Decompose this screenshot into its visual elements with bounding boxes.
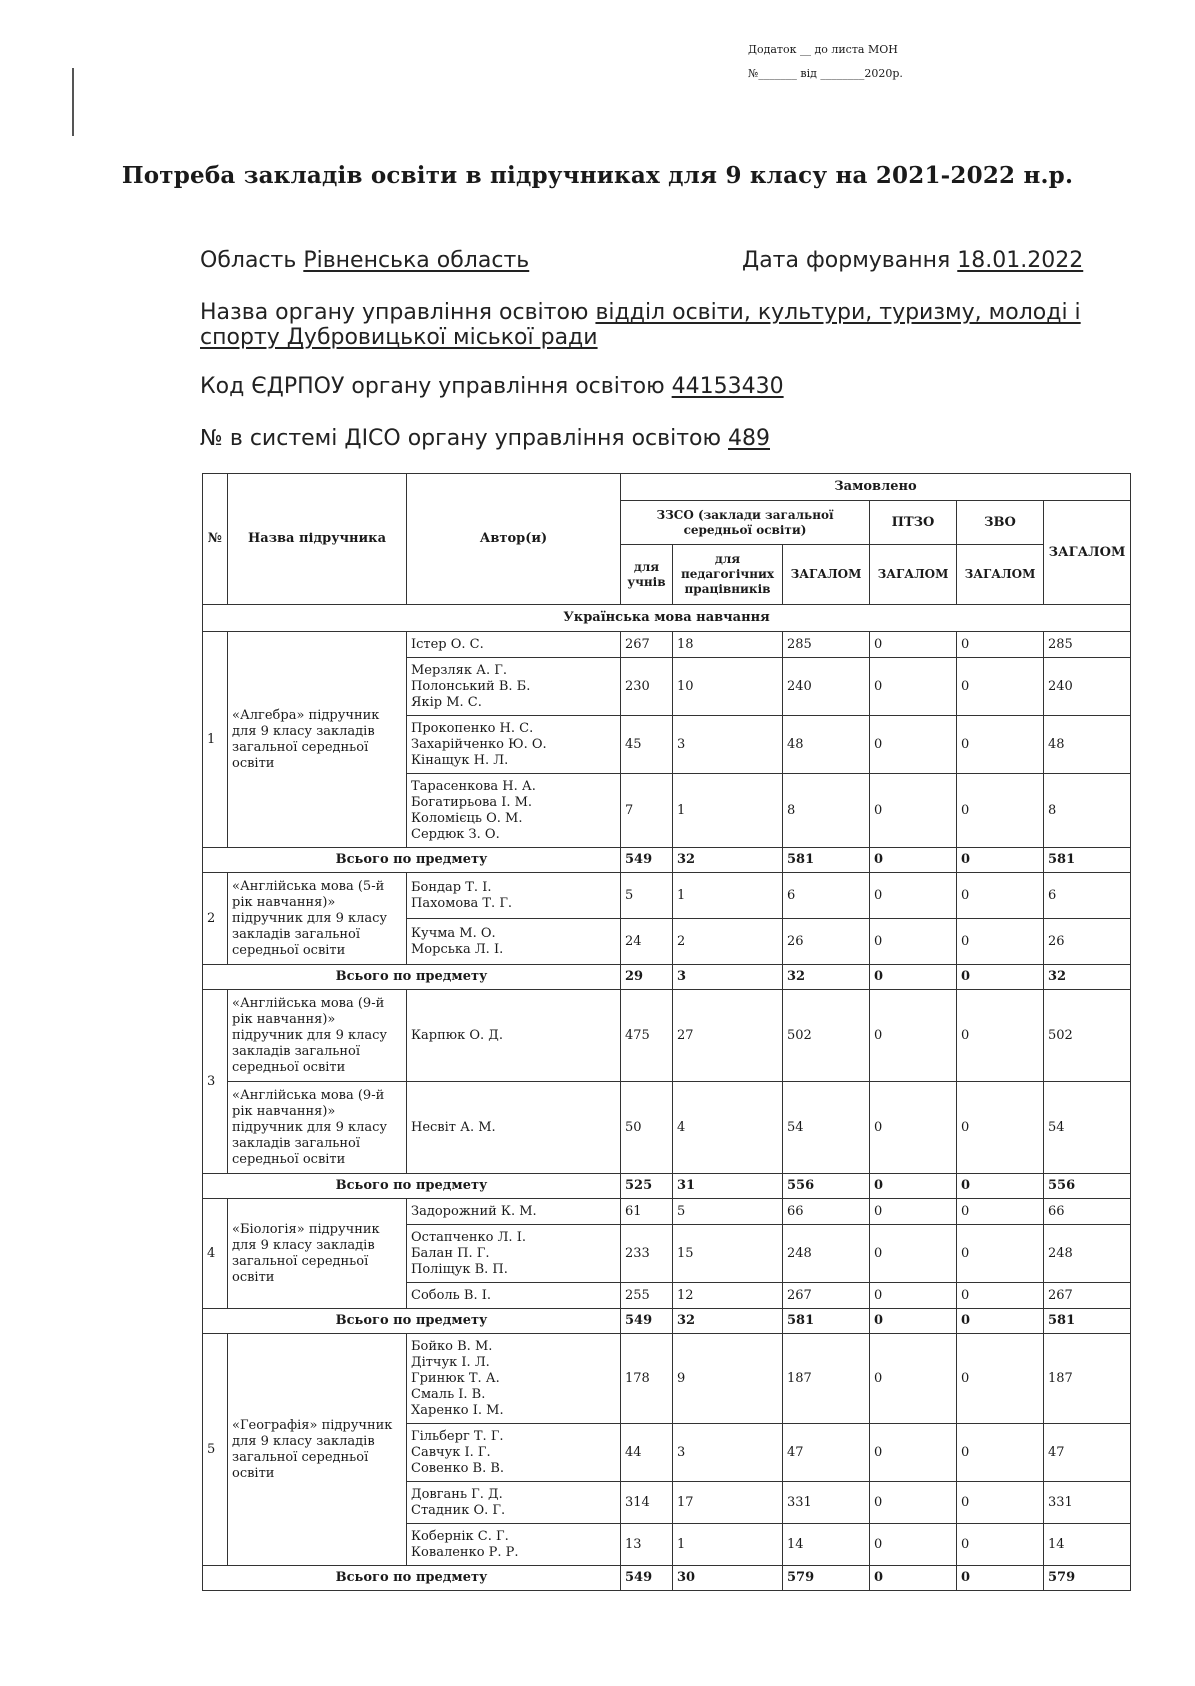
value-cell: 3 <box>673 1424 783 1482</box>
value-cell: 1 <box>673 1524 783 1566</box>
total-value-cell: 581 <box>783 1309 870 1334</box>
subject-total-row <box>203 848 1131 873</box>
total-value-cell: 549 <box>621 1309 673 1334</box>
value-cell: 502 <box>1044 990 1131 1082</box>
table-row <box>203 990 1131 1082</box>
textbook-name: «Географія» підручник для 9 класу закладів загальної середньої освіти <box>228 1334 407 1566</box>
textbook-name: «Біологія» підручник для 9 класу закладів загальної середньої освіти <box>228 1199 407 1309</box>
grand-total-header: ЗАГАЛОМ <box>1044 501 1131 605</box>
value-cell: 240 <box>783 658 870 716</box>
total-value-cell: 0 <box>957 848 1044 873</box>
value-cell: 6 <box>783 873 870 919</box>
value-cell: 0 <box>870 1334 957 1424</box>
col-name-header: Назва підручника <box>228 474 407 605</box>
authors-cell: Довгань Г. Д. Стадник О. Г. <box>407 1482 621 1524</box>
appendix-note <box>748 38 903 86</box>
authors-cell: Гільберг Т. Г. Савчук І. Г. Совенко В. В. <box>407 1424 621 1482</box>
total-value-cell: 556 <box>1044 1174 1131 1199</box>
authors-cell: Остапченко Л. І. Балан П. Г. Поліщук В. П. <box>407 1225 621 1283</box>
value-cell: 0 <box>957 1424 1044 1482</box>
value-cell: 187 <box>783 1334 870 1424</box>
value-cell: 66 <box>783 1199 870 1225</box>
table-row <box>203 873 1131 919</box>
total-value-cell: 579 <box>783 1566 870 1591</box>
value-cell: 0 <box>957 1225 1044 1283</box>
textbook-name: «Англійська мова (5-й рік навчання)» підручник для 9 класу закладів загальної середньої освіти <box>228 873 407 965</box>
authors-cell: Істер О. С. <box>407 632 621 658</box>
zvo-total-header: ЗАГАЛОМ <box>957 545 1044 605</box>
authors-cell: Карпюк О. Д. <box>407 990 621 1082</box>
value-cell: 47 <box>783 1424 870 1482</box>
edrpou-value: 44153430 <box>671 374 784 399</box>
value-cell: 26 <box>1044 919 1131 965</box>
total-value-cell: 31 <box>673 1174 783 1199</box>
value-cell: 331 <box>783 1482 870 1524</box>
value-cell: 0 <box>957 919 1044 965</box>
region-label: Область <box>200 248 297 273</box>
edrpou-label: Код ЄДРПОУ органу управління освітою <box>200 374 665 399</box>
authors-cell: Кучма М. О. Морська Л. І. <box>407 919 621 965</box>
value-cell: 255 <box>621 1283 673 1309</box>
language-section-row: Українська мова навчання <box>203 605 1131 632</box>
total-value-cell: 32 <box>673 1309 783 1334</box>
value-cell: 230 <box>621 658 673 716</box>
total-value-cell: 32 <box>1044 965 1131 990</box>
value-cell: 0 <box>957 632 1044 658</box>
value-cell: 0 <box>870 774 957 848</box>
subject-total-label: Всього по предмету <box>203 1174 621 1199</box>
value-cell: 1 <box>673 774 783 848</box>
zzso-total-header: ЗАГАЛОМ <box>783 545 870 605</box>
value-cell: 66 <box>1044 1199 1131 1225</box>
subject-total-label: Всього по предмету <box>203 1566 621 1591</box>
total-value-cell: 581 <box>783 848 870 873</box>
diso-line <box>200 426 770 451</box>
value-cell: 233 <box>621 1225 673 1283</box>
value-cell: 0 <box>870 919 957 965</box>
region-value: Рівненська область <box>303 248 530 273</box>
value-cell: 50 <box>621 1082 673 1174</box>
edrpou-line <box>200 374 784 399</box>
value-cell: 54 <box>783 1082 870 1174</box>
date-value: 18.01.2022 <box>957 248 1084 273</box>
value-cell: 0 <box>870 1225 957 1283</box>
total-value-cell: 29 <box>621 965 673 990</box>
subject-total-label: Всього по предмету <box>203 1309 621 1334</box>
authors-cell: Бойко В. М. Дітчук І. Л. Гринюк Т. А. Смаль І. В. Харенко І. М. <box>407 1334 621 1424</box>
subject-number: 5 <box>203 1334 228 1566</box>
value-cell: 47 <box>1044 1424 1131 1482</box>
value-cell: 0 <box>957 1082 1044 1174</box>
total-value-cell: 549 <box>621 1566 673 1591</box>
value-cell: 9 <box>673 1334 783 1424</box>
subject-total-row <box>203 1174 1131 1199</box>
authors-cell: Задорожний К. М. <box>407 1199 621 1225</box>
value-cell: 248 <box>1044 1225 1131 1283</box>
subject-total-label: Всього по предмету <box>203 848 621 873</box>
value-cell: 0 <box>957 990 1044 1082</box>
ptzo-header: ПТЗО <box>870 501 957 545</box>
authority-label: Назва органу управління освітою <box>200 300 589 325</box>
table-row <box>203 1199 1131 1225</box>
subject-number: 4 <box>203 1199 228 1309</box>
col-num-header: № <box>203 474 228 605</box>
value-cell: 178 <box>621 1334 673 1424</box>
total-value-cell: 32 <box>783 965 870 990</box>
value-cell: 17 <box>673 1482 783 1524</box>
total-value-cell: 32 <box>673 848 783 873</box>
textbook-name: «Алгебра» підручник для 9 класу закладів загальної середньої освіти <box>228 632 407 848</box>
appendix-line-2: №_______ від ________2020р. <box>748 67 903 80</box>
zvo-header: ЗВО <box>957 501 1044 545</box>
scan-mark <box>72 68 74 136</box>
total-value-cell: 0 <box>957 1174 1044 1199</box>
value-cell: 0 <box>870 1482 957 1524</box>
value-cell: 48 <box>1044 716 1131 774</box>
value-cell: 3 <box>673 716 783 774</box>
total-value-cell: 581 <box>1044 848 1131 873</box>
value-cell: 7 <box>621 774 673 848</box>
value-cell: 26 <box>783 919 870 965</box>
value-cell: 13 <box>621 1524 673 1566</box>
subject-number: 3 <box>203 990 228 1174</box>
value-cell: 45 <box>621 716 673 774</box>
value-cell: 0 <box>870 632 957 658</box>
authors-cell: Кобернік С. Г. Коваленко Р. Р. <box>407 1524 621 1566</box>
value-cell: 0 <box>870 1082 957 1174</box>
total-value-cell: 549 <box>621 848 673 873</box>
value-cell: 240 <box>1044 658 1131 716</box>
value-cell: 8 <box>783 774 870 848</box>
value-cell: 14 <box>783 1524 870 1566</box>
total-value-cell: 0 <box>957 965 1044 990</box>
total-value-cell: 0 <box>957 1309 1044 1334</box>
total-value-cell: 525 <box>621 1174 673 1199</box>
value-cell: 2 <box>673 919 783 965</box>
value-cell: 0 <box>870 1199 957 1225</box>
value-cell: 5 <box>621 873 673 919</box>
date-label: Дата формування <box>742 248 951 273</box>
authors-cell: Тарасенкова Н. А. Богатирьова І. М. Коломієць О. М. Сердюк З. О. <box>407 774 621 848</box>
value-cell: 44 <box>621 1424 673 1482</box>
value-cell: 1 <box>673 873 783 919</box>
value-cell: 0 <box>957 1482 1044 1524</box>
table-row <box>203 1082 1131 1174</box>
value-cell: 248 <box>783 1225 870 1283</box>
subject-total-row <box>203 965 1131 990</box>
value-cell: 475 <box>621 990 673 1082</box>
value-cell: 8 <box>1044 774 1131 848</box>
date-line <box>742 248 1083 273</box>
col-author-header: Автор(и) <box>407 474 621 605</box>
value-cell: 6 <box>1044 873 1131 919</box>
value-cell: 285 <box>1044 632 1131 658</box>
value-cell: 502 <box>783 990 870 1082</box>
textbook-name: «Англійська мова (9-й рік навчання)» підручник для 9 класу закладів загальної середньої освіти <box>228 990 407 1082</box>
authority-line <box>200 300 1100 350</box>
total-value-cell: 556 <box>783 1174 870 1199</box>
subject-number: 2 <box>203 873 228 965</box>
value-cell: 18 <box>673 632 783 658</box>
value-cell: 0 <box>957 716 1044 774</box>
subject-number: 1 <box>203 632 228 848</box>
total-value-cell: 30 <box>673 1566 783 1591</box>
total-value-cell: 0 <box>870 1309 957 1334</box>
total-value-cell: 3 <box>673 965 783 990</box>
ordered-header: Замовлено <box>621 474 1131 501</box>
value-cell: 0 <box>957 1199 1044 1225</box>
value-cell: 0 <box>870 716 957 774</box>
value-cell: 0 <box>870 873 957 919</box>
authors-cell: Несвіт А. М. <box>407 1082 621 1174</box>
authors-cell: Соболь В. І. <box>407 1283 621 1309</box>
value-cell: 12 <box>673 1283 783 1309</box>
appendix-line-1: Додаток __ до листа МОН <box>748 43 898 56</box>
value-cell: 285 <box>783 632 870 658</box>
value-cell: 10 <box>673 658 783 716</box>
value-cell: 314 <box>621 1482 673 1524</box>
value-cell: 0 <box>957 1283 1044 1309</box>
students-header: для учнів <box>621 545 673 605</box>
diso-value: 489 <box>728 426 770 451</box>
subject-total-row <box>203 1309 1131 1334</box>
authors-cell: Прокопенко Н. С. Захарійченко Ю. О. Кінащук Н. Л. <box>407 716 621 774</box>
region-line <box>200 248 529 273</box>
authors-cell: Бондар Т. І. Пахомова Т. Г. <box>407 873 621 919</box>
value-cell: 24 <box>621 919 673 965</box>
value-cell: 187 <box>1044 1334 1131 1424</box>
value-cell: 0 <box>870 1283 957 1309</box>
total-value-cell: 0 <box>870 1566 957 1591</box>
value-cell: 15 <box>673 1225 783 1283</box>
table-row <box>203 632 1131 658</box>
subject-total-row <box>203 1566 1131 1591</box>
value-cell: 61 <box>621 1199 673 1225</box>
authors-cell: Мерзляк А. Г. Полонський В. Б. Якір М. С. <box>407 658 621 716</box>
textbook-name: «Англійська мова (9-й рік навчання)» підручник для 9 класу закладів загальної середньої освіти <box>228 1082 407 1174</box>
authority-value: відділ освіти, культури, туризму, молоді і спорту Дубровицької міської ради <box>200 300 1081 350</box>
value-cell: 14 <box>1044 1524 1131 1566</box>
page-title: Потреба закладів освіти в підручниках для 9 класу на 2021-2022 н.р. <box>121 162 1074 189</box>
teachers-header: для педагогічних працівників <box>673 545 783 605</box>
subject-total-label: Всього по предмету <box>203 965 621 990</box>
ptzo-total-header: ЗАГАЛОМ <box>870 545 957 605</box>
total-value-cell: 0 <box>957 1566 1044 1591</box>
value-cell: 0 <box>957 658 1044 716</box>
textbook-table <box>202 473 1131 1591</box>
value-cell: 0 <box>870 658 957 716</box>
value-cell: 267 <box>783 1283 870 1309</box>
total-value-cell: 579 <box>1044 1566 1131 1591</box>
total-value-cell: 0 <box>870 848 957 873</box>
value-cell: 331 <box>1044 1482 1131 1524</box>
value-cell: 5 <box>673 1199 783 1225</box>
value-cell: 0 <box>870 990 957 1082</box>
value-cell: 27 <box>673 990 783 1082</box>
total-value-cell: 0 <box>870 965 957 990</box>
value-cell: 48 <box>783 716 870 774</box>
value-cell: 0 <box>957 1524 1044 1566</box>
value-cell: 267 <box>1044 1283 1131 1309</box>
total-value-cell: 0 <box>870 1174 957 1199</box>
value-cell: 0 <box>870 1424 957 1482</box>
total-value-cell: 581 <box>1044 1309 1131 1334</box>
diso-label: № в системі ДІСО органу управління освітою <box>200 426 721 451</box>
value-cell: 0 <box>957 1334 1044 1424</box>
value-cell: 0 <box>957 873 1044 919</box>
table-row <box>203 1334 1131 1424</box>
zzso-header: ЗЗСО (заклади загальної середньої освіти) <box>621 501 870 545</box>
value-cell: 0 <box>957 774 1044 848</box>
value-cell: 4 <box>673 1082 783 1174</box>
value-cell: 267 <box>621 632 673 658</box>
value-cell: 0 <box>870 1524 957 1566</box>
value-cell: 54 <box>1044 1082 1131 1174</box>
